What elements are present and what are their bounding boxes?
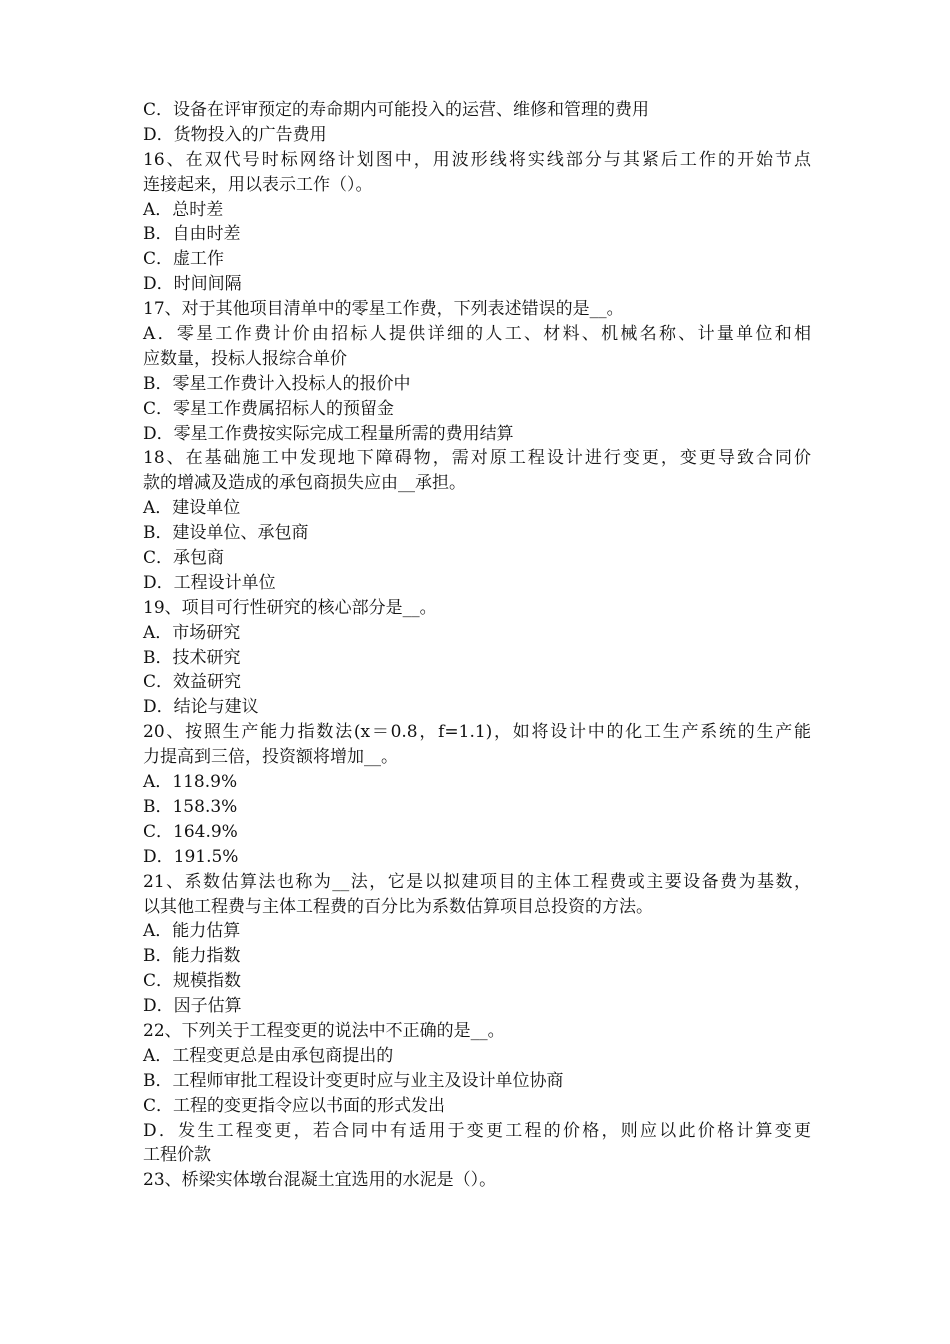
option-line: D．时间间隔 xyxy=(143,274,242,295)
text-line: 力提高到三倍，投资额将增加__。 xyxy=(143,747,398,768)
option-line: B．158.3% xyxy=(143,796,238,817)
option-line: D．因子估算 xyxy=(143,996,242,1017)
option-line: A．118.9% xyxy=(143,772,238,793)
text-line: 以其他工程费与主体工程费的百分比为系数估算项目总投资的方法。 xyxy=(143,896,653,917)
text-line: 应数量，投标人报综合单价 xyxy=(143,348,347,369)
option-line: C．零星工作费属招标人的预留金 xyxy=(143,398,395,419)
question-22-stem: 22、下列关于工程变更的说法中不正确的是__。 xyxy=(143,1020,505,1041)
option-line: A．能力估算 xyxy=(143,921,241,942)
option-line: C．承包商 xyxy=(143,548,225,569)
question-17-stem: 17、对于其他项目清单中的零星工作费，下列表述错误的是__。 xyxy=(143,299,624,320)
option-line: B．技术研究 xyxy=(143,647,241,668)
question-23-stem: 23、桥梁实体墩台混凝土宜选用的水泥是（）。 xyxy=(143,1170,497,1191)
option-line: A．建设单位 xyxy=(143,498,241,519)
text-line: 款的增减及造成的承包商损失应由__承担。 xyxy=(143,473,466,494)
text-line: 连接起来，用以表示工作（）。 xyxy=(143,174,373,195)
option-line: C．工程的变更指令应以书面的形式发出 xyxy=(143,1095,446,1116)
option-line: B．能力指数 xyxy=(143,946,241,967)
question-21-stem: 21、系数估算法也称为__法，它是以拟建项目的主体工程费或主要设备费为基数， xyxy=(143,871,811,892)
option-line: B．自由时差 xyxy=(143,224,241,245)
option-line: D．零星工作费按实际完成工程量所需的费用结算 xyxy=(143,423,514,444)
option-line: C．虚工作 xyxy=(143,249,225,270)
option-line: B．建设单位、承包商 xyxy=(143,523,309,544)
question-20-stem: 20、按照生产能力指数法(x＝0.8，f=1.1)，如将设计中的化工生产系统的生产能 xyxy=(143,722,811,743)
option-line: B．零星工作费计入投标人的报价中 xyxy=(143,373,411,394)
option-line: C．164.9% xyxy=(143,821,238,842)
text-line: 工程价款 xyxy=(143,1145,211,1166)
option-line: D．发生工程变更，若合同中有适用于变更工程的价格，则应以此价格计算变更 xyxy=(143,1120,811,1141)
option-line: C．效益研究 xyxy=(143,672,242,693)
text-line: C．设备在评审预定的寿命期内可能投入的运营、维修和管理的费用 xyxy=(143,100,650,120)
question-18-stem: 18、在基础施工中发现地下障碍物，需对原工程设计进行变更，变更导致合同价 xyxy=(143,448,811,469)
option-line: D．191.5% xyxy=(143,846,239,867)
option-line: A．总时差 xyxy=(143,199,224,220)
option-line: A．市场研究 xyxy=(143,622,241,643)
text-line: D．货物投入的广告费用 xyxy=(143,124,327,145)
question-16-stem: 16、在双代号时标网络计划图中，用波形线将实线部分与其紧后工作的开始节点 xyxy=(143,149,811,170)
option-line: D．工程设计单位 xyxy=(143,572,276,593)
option-line: B．工程师审批工程设计变更时应与业主及设计单位协商 xyxy=(143,1070,564,1091)
option-line: C．规模指数 xyxy=(143,971,242,992)
option-line: A．工程变更总是由承包商提出的 xyxy=(143,1045,394,1066)
option-line: A．零星工作费计价由招标人提供详细的人工、材料、机械名称、计量单位和相 xyxy=(143,324,811,345)
option-line: D．结论与建议 xyxy=(143,697,259,718)
question-19-stem: 19、项目可行性研究的核心部分是__。 xyxy=(143,597,437,618)
document-body xyxy=(143,98,811,1193)
